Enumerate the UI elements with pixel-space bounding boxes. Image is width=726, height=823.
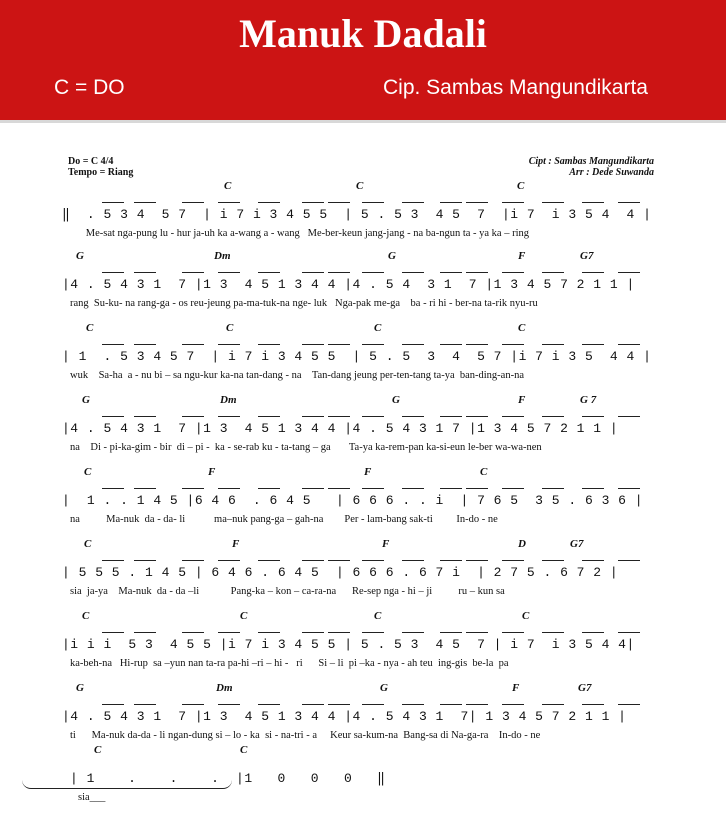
- beam-mark: [402, 704, 424, 705]
- key-label: C = DO: [54, 76, 125, 99]
- beam-mark: [582, 416, 604, 417]
- lyrics-line: na Di - pi-ka-gim - bir di – pi - ka - se-rab ku - ta-tang – ga Ta-ya ka-rem-pan ka-si-eun le-ber wa-wa-nen: [70, 442, 542, 453]
- beam-mark: [466, 560, 488, 561]
- beam-mark: [362, 202, 384, 203]
- beam-mark: [258, 344, 280, 345]
- notation-system: [62, 180, 662, 246]
- beam-mark: [440, 272, 462, 273]
- lyrics-line: na Ma-nuk da - da- li ma–nuk pang-ga – gah-na Per - lam-bang sak-ti In-do - ne: [70, 514, 498, 525]
- beam-mark: [362, 632, 384, 633]
- beam-mark: [502, 632, 524, 633]
- chord-symbol: C: [240, 744, 248, 756]
- beam-mark: [328, 272, 350, 273]
- beam-mark: [134, 202, 156, 203]
- beam-mark: [134, 632, 156, 633]
- beam-mark: [502, 416, 524, 417]
- beam-mark: [618, 488, 640, 489]
- beam-mark: [102, 632, 124, 633]
- beam-mark: [328, 632, 350, 633]
- beam-mark: [258, 560, 280, 561]
- beam-mark: [258, 704, 280, 705]
- beam-mark: [218, 202, 240, 203]
- beam-mark: [328, 344, 350, 345]
- beam-mark: [542, 272, 564, 273]
- beam-mark: [440, 704, 462, 705]
- beam-mark: [582, 272, 604, 273]
- beam-mark: [466, 488, 488, 489]
- chord-symbol: C: [522, 610, 530, 622]
- chord-symbol: F: [382, 538, 390, 550]
- beam-mark: [258, 632, 280, 633]
- beam-mark: [502, 560, 524, 561]
- beam-mark: [402, 560, 424, 561]
- beam-mark: [582, 704, 604, 705]
- sheet-key-time: Do = C 4/4: [68, 156, 114, 167]
- beam-mark: [466, 272, 488, 273]
- beam-line: [62, 197, 662, 207]
- beam-mark: [362, 344, 384, 345]
- beam-mark: [542, 632, 564, 633]
- beam-mark: [134, 416, 156, 417]
- chord-symbol: G: [76, 682, 84, 694]
- lyrics-line: ti Ma-nuk da-da - li ngan-dung si – lo - ka si - na-tri - a Keur sa-kum-na Bang-sa di Na-ga-ra In-do - ne: [70, 730, 541, 741]
- notation-system: [62, 538, 662, 604]
- beam-mark: [618, 202, 640, 203]
- chord-symbol: C: [86, 322, 94, 334]
- notes-line: |4 . 5 4 3 1 7 |1 3 4 5 1 3 4 4 |4 . 5 4 3 1 7 |1 3 4 5 7 2 1 1 |: [62, 277, 635, 292]
- beam-line: [62, 555, 662, 565]
- beam-mark: [328, 488, 350, 489]
- beam-mark: [542, 560, 564, 561]
- notation-system: [62, 250, 662, 316]
- beam-mark: [218, 632, 240, 633]
- notes-line: | 1 . 5 3 4 5 7 | i 7 i 3 4 5 5 | 5 . 5 3 4 5 7 |i 7 i 3 5 4 4 |: [62, 349, 652, 364]
- beam-mark: [328, 704, 350, 705]
- beam-mark: [582, 560, 604, 561]
- notation-system: [62, 322, 662, 388]
- chord-symbol: G7: [570, 538, 584, 550]
- beam-mark: [440, 416, 462, 417]
- beam-mark: [440, 632, 462, 633]
- beam-mark: [182, 272, 204, 273]
- chord-symbol: C: [374, 322, 382, 334]
- beam-mark: [134, 704, 156, 705]
- beam-mark: [618, 560, 640, 561]
- beam-mark: [618, 272, 640, 273]
- beam-mark: [302, 632, 324, 633]
- beam-mark: [402, 272, 424, 273]
- beam-mark: [182, 344, 204, 345]
- notes-line: ‖ . 5 3 4 5 7 | i 7 i 3 4 5 5 | 5 . 5 3 4 5 7 |i 7 i 3 5 4 4 |: [62, 207, 652, 222]
- beam-mark: [182, 704, 204, 705]
- chord-symbol: F: [518, 250, 526, 262]
- chord-symbol: C: [356, 180, 364, 192]
- chord-symbol: C: [226, 322, 234, 334]
- chord-symbol: C: [84, 466, 92, 478]
- chord-symbol: G 7: [580, 394, 597, 406]
- beam-mark: [258, 272, 280, 273]
- beam-mark: [582, 488, 604, 489]
- beam-mark: [258, 202, 280, 203]
- beam-mark: [402, 344, 424, 345]
- chord-line: [62, 322, 662, 339]
- notes-line: |4 . 5 4 3 1 7 |1 3 4 5 1 3 4 4 |4 . 5 4 3 1 7 |1 3 4 5 7 2 1 1 |: [62, 421, 619, 436]
- beam-mark: [362, 560, 384, 561]
- chord-symbol: D: [518, 538, 526, 550]
- chord-symbol: F: [232, 538, 240, 550]
- notation-system: [70, 744, 670, 810]
- chord-symbol: C: [84, 538, 92, 550]
- chord-symbol: G: [76, 250, 84, 262]
- beam-mark: [218, 344, 240, 345]
- beam-mark: [466, 344, 488, 345]
- chord-symbol: C: [518, 322, 526, 334]
- beam-mark: [440, 202, 462, 203]
- beam-mark: [618, 632, 640, 633]
- beam-mark: [102, 272, 124, 273]
- beam-mark: [218, 560, 240, 561]
- chord-line: [62, 682, 662, 699]
- beam-mark: [402, 488, 424, 489]
- beam-mark: [302, 488, 324, 489]
- beam-mark: [258, 416, 280, 417]
- beam-mark: [218, 416, 240, 417]
- beam-mark: [402, 416, 424, 417]
- beam-mark: [302, 704, 324, 705]
- sheet-cipt: Cipt : Sambas Mangundikarta: [528, 156, 654, 167]
- beam-mark: [502, 272, 524, 273]
- beam-mark: [302, 344, 324, 345]
- beam-mark: [182, 416, 204, 417]
- beam-mark: [618, 344, 640, 345]
- beam-line: [62, 699, 662, 709]
- notation-system: [62, 394, 662, 460]
- beam-mark: [182, 632, 204, 633]
- notes-line: | 1 . . . |1 0 0 0 ‖: [70, 771, 386, 786]
- beam-mark: [102, 488, 124, 489]
- chord-symbol: F: [518, 394, 526, 406]
- chord-symbol: C: [240, 610, 248, 622]
- chord-symbol: Dm: [214, 250, 231, 262]
- beam-mark: [402, 202, 424, 203]
- chord-symbol: C: [224, 180, 232, 192]
- beam-mark: [440, 560, 462, 561]
- lyrics-line: rang Su-ku- na rang-ga - os reu-jeung pa-ma-tuk-na nge- luk Nga-pak me-ga ba - ri hi - ber-na ta-rik nyu-ru: [70, 298, 538, 309]
- beam-mark: [466, 202, 488, 203]
- chord-line: [62, 180, 662, 197]
- beam-mark: [502, 704, 524, 705]
- beam-mark: [402, 632, 424, 633]
- chord-symbol: G: [392, 394, 400, 406]
- beam-line: [62, 267, 662, 277]
- beam-mark: [502, 344, 524, 345]
- lyrics-line: wuk Sa-ha a - nu bi – sa ngu-kur ka-na tan-dang - na Tan-dang jeung per-ten-tang ta-ya ban-ding-an-na: [70, 370, 524, 381]
- title-banner: [0, 0, 726, 123]
- beam-mark: [218, 704, 240, 705]
- sheet-arr: Arr : Dede Suwanda: [569, 167, 654, 178]
- notation-system: [62, 466, 662, 532]
- beam-mark: [182, 202, 204, 203]
- chord-symbol: F: [364, 466, 372, 478]
- beam-mark: [542, 344, 564, 345]
- beam-mark: [466, 704, 488, 705]
- chord-line: [62, 250, 662, 267]
- notes-line: | 1 . . 1 4 5 |6 4 6 . 6 4 5 | 6 6 6 . . i | 7 6 5 3 5 . 6 3 6 |: [62, 493, 644, 508]
- beam-mark: [582, 202, 604, 203]
- notes-line: |4 . 5 4 3 1 7 |1 3 4 5 1 3 4 4 |4 . 5 4 3 1 7| 1 3 4 5 7 2 1 1 |: [62, 709, 627, 724]
- chord-symbol: Dm: [220, 394, 237, 406]
- song-title: Manuk Dadali: [239, 11, 487, 56]
- chord-symbol: F: [208, 466, 216, 478]
- beam-mark: [440, 488, 462, 489]
- beam-mark: [542, 416, 564, 417]
- chord-symbol: C: [82, 610, 90, 622]
- chord-symbol: C: [94, 744, 102, 756]
- chord-symbol: G7: [580, 250, 594, 262]
- chord-symbol: C: [517, 180, 525, 192]
- notes-line: | 5 5 5 . 1 4 5 | 6 4 6 . 6 4 5 | 6 6 6 . 6 7 i | 2 7 5 . 6 7 2 |: [62, 565, 619, 580]
- final-slur: [22, 780, 232, 789]
- beam-mark: [182, 488, 204, 489]
- chord-line: [62, 466, 662, 483]
- beam-mark: [134, 344, 156, 345]
- chord-symbol: G: [82, 394, 90, 406]
- beam-mark: [134, 272, 156, 273]
- beam-mark: [362, 416, 384, 417]
- chord-line: [62, 610, 662, 627]
- beam-mark: [102, 704, 124, 705]
- beam-mark: [218, 488, 240, 489]
- chord-line: [62, 538, 662, 555]
- beam-mark: [362, 272, 384, 273]
- beam-mark: [618, 704, 640, 705]
- beam-mark: [362, 488, 384, 489]
- beam-mark: [328, 416, 350, 417]
- chord-line: [62, 394, 662, 411]
- beam-mark: [102, 344, 124, 345]
- beam-mark: [102, 416, 124, 417]
- lyrics-line: ka-beh-na Hi-rup sa –yun nan ta-ra pa-hi –ri – hi - ri Si – li pi –ka - nya - ah teu ing-gis be-la pa: [70, 658, 509, 669]
- notes-line: |i i i 5 3 4 5 5 |i 7 i 3 4 5 5 | 5 . 5 3 4 5 7 | i 7 i 3 5 4 4|: [62, 637, 635, 652]
- lyrics-line: sia___: [78, 792, 106, 803]
- chord-symbol: C: [374, 610, 382, 622]
- beam-line: [62, 339, 662, 349]
- chord-symbol: G: [388, 250, 396, 262]
- beam-mark: [440, 344, 462, 345]
- lyrics-line: Me-sat nga-pung lu - hur ja-uh ka a-wang a - wang Me-ber-keun jang-jang - na ba-ngun ta - ya ka – ring: [70, 228, 530, 239]
- notation-system: [62, 682, 662, 748]
- beam-mark: [502, 202, 524, 203]
- notation-system: [62, 610, 662, 676]
- beam-line: [70, 761, 670, 771]
- beam-mark: [582, 344, 604, 345]
- beam-line: [62, 627, 662, 637]
- beam-mark: [102, 560, 124, 561]
- beam-mark: [362, 704, 384, 705]
- beam-mark: [302, 560, 324, 561]
- beam-mark: [134, 560, 156, 561]
- beam-mark: [328, 560, 350, 561]
- beam-mark: [302, 416, 324, 417]
- beam-mark: [258, 488, 280, 489]
- sheet-tempo: Tempo = Riang: [68, 167, 134, 178]
- beam-line: [62, 483, 662, 493]
- beam-mark: [102, 202, 124, 203]
- beam-mark: [466, 632, 488, 633]
- beam-mark: [582, 632, 604, 633]
- beam-mark: [302, 272, 324, 273]
- beam-mark: [182, 560, 204, 561]
- chord-symbol: C: [480, 466, 488, 478]
- beam-mark: [302, 202, 324, 203]
- beam-mark: [328, 202, 350, 203]
- beam-line: [62, 411, 662, 421]
- beam-mark: [618, 416, 640, 417]
- chord-symbol: G7: [578, 682, 592, 694]
- composer-label: Cip. Sambas Mangundikarta: [383, 76, 648, 99]
- chord-symbol: G: [380, 682, 388, 694]
- chord-symbol: F: [512, 682, 520, 694]
- beam-mark: [502, 488, 524, 489]
- beam-mark: [218, 272, 240, 273]
- beam-mark: [542, 704, 564, 705]
- chord-symbol: Dm: [216, 682, 233, 694]
- beam-mark: [134, 488, 156, 489]
- beam-mark: [542, 202, 564, 203]
- beam-mark: [542, 488, 564, 489]
- lyrics-line: sia ja-ya Ma-nuk da - da –li Pang-ka – kon – ca-ra-na Re-sep nga - hi – ji ru – kun sa: [70, 586, 505, 597]
- chord-line: [70, 744, 670, 761]
- beam-mark: [466, 416, 488, 417]
